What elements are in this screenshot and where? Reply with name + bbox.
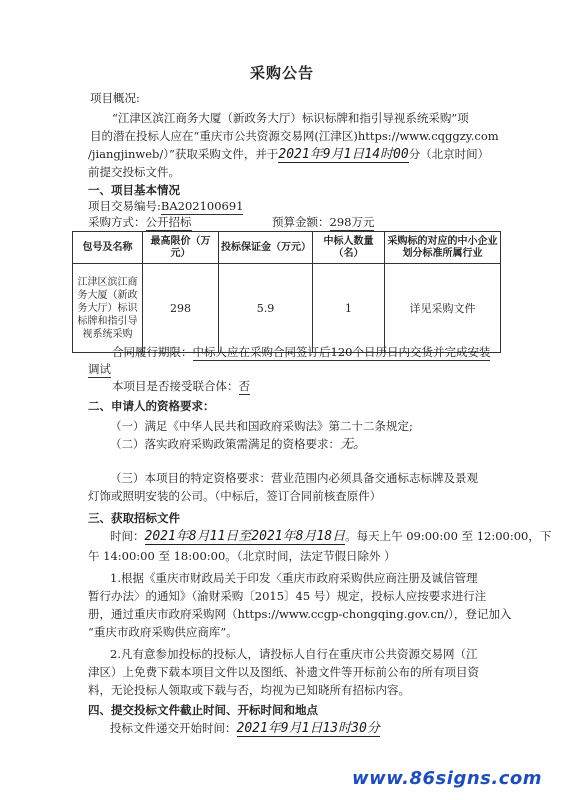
winners-cell: 1 [313, 264, 385, 353]
handwritten-none: 无。 [340, 437, 367, 452]
acquisition-time [110, 528, 551, 545]
trade-number-label: 项目交易编号: [88, 199, 161, 213]
contract-period-label: 合同履行期限： [112, 345, 193, 359]
section-3-heading: 三、获取招标文件 [88, 511, 180, 525]
overview-line-3-tail: 分（北京时间） [408, 147, 490, 161]
budget-label: 预算金额： [272, 215, 330, 229]
requirement-3-cont: 灯饰或照明安装的公司。（中标后，签订合同前核查原件） [88, 489, 382, 503]
watermark: www.86signs.com [351, 768, 542, 789]
overview-line-2 [90, 128, 499, 144]
note-2-line-2: 津区）上免费下载本项目文件以及图纸、补遗文件等开标前公布的所有项目资 [88, 665, 479, 679]
note-1-line-2: 暂行办法〉的通知》（渝财采购〔2015〕45 号）规定，投标人应按要求进行注 [88, 589, 487, 603]
budget-value: 298万元 [329, 215, 375, 229]
section-4-heading: 四、提交投标文件截止时间、开标时间和地点 [88, 703, 318, 717]
requirement-2 [110, 436, 366, 453]
consortium-label: 本项目是否接受联合体： [112, 379, 239, 393]
method-label: 采购方式： [88, 215, 146, 229]
trade-number-value: BA202100691 [160, 199, 244, 213]
handwritten-period: 2021年8月11日至2021年8月18日 [144, 529, 346, 544]
contract-period [112, 344, 490, 360]
website-link[interactable]: https://www.cqggzy.com [357, 129, 499, 143]
note-1-line-1: 1.根据《重庆市财政局关于印发〈重庆市政府采购供应商注册及诚信管理 [110, 571, 478, 585]
requirement-2-text: （二）落实政府采购政策需满足的资格要求： [110, 437, 340, 451]
note-2-line-3: 料，无论投标人领取或下载与否，均视为已知晓所有招标内容。 [88, 683, 410, 697]
submission-label: 投标文件递交开始时间： [110, 721, 237, 735]
contract-period-value: 中标人应在采购合同签订后120个日历日内交货并完成安装 [192, 345, 491, 359]
acquisition-time-cont: 午 14:00:00 至 18:00:00。（北京时间，法定节假日除外 ） [88, 549, 396, 563]
table-header-row [73, 232, 501, 264]
table-header: 采购标的对应的中小企业划分标准所属行业 [385, 232, 501, 264]
time-rest: 。每天上午 09:00:00 至 12:00:00，下 [345, 529, 552, 543]
time-label: 时间： [110, 529, 145, 543]
overview-line-3 [88, 146, 489, 163]
consortium-value: 否 [238, 379, 250, 393]
deposit-cell: 5.9 [219, 264, 313, 353]
budget [272, 214, 374, 230]
table-header: 投标保证金（万元） [219, 232, 313, 264]
note-2-line-1: 2.凡有意参加投标的投标人，请投标人自行在重庆市公共资源交易网（江 [110, 647, 478, 661]
contract-period-value-cont: 调试 [88, 362, 111, 376]
handwritten-submission-time: 2021年9月1日13时30分 [236, 721, 380, 736]
note-1-line-4: “重庆市政府采购供应商库”。 [88, 625, 238, 639]
overview-line-1: “江津区滨江商务大厦（新政务大厅）标识标牌和指引导视系统采购”项 [112, 111, 469, 125]
page-title: 采购公告 [249, 64, 314, 82]
handwritten-deadline: 2021年9月1日14时00 [278, 147, 409, 162]
overview-label: 项目概况: [90, 91, 140, 105]
procurement-method [88, 214, 192, 230]
consortium [112, 378, 250, 394]
procurement-table [72, 231, 501, 353]
note-1-line-3: 册，通过重庆市政府采购网（https://www.ccgp-chongqing.gov.cn/），登记加入 [88, 607, 512, 621]
section-1-heading: 一、项目基本情况 [88, 183, 180, 197]
trade-number [88, 198, 243, 214]
table-header: 中标人数量（名） [313, 232, 385, 264]
section-2-heading: 二、申请人的资格要求： [88, 399, 215, 413]
overview-line-4: 前提交投标文件。 [88, 165, 180, 179]
contract-period-cont [88, 361, 111, 377]
table-row [73, 264, 501, 353]
industry-cell: 详见采购文件 [385, 264, 501, 353]
table-header: 包号及名称 [73, 232, 143, 264]
submission-start [110, 720, 380, 737]
overview-line-3-text: /jiangjinweb/）”获取采购文件，并于 [88, 147, 279, 161]
requirement-3: （三）本项目的特定资格要求：营业范围内必须具备交通标志标牌及景观 [110, 471, 478, 485]
package-name-cell: 江津区滨江商务大厦（新政务大厅）标识标牌和指引导视系统采购 [73, 264, 143, 353]
method-value: 公开招标 [145, 215, 192, 229]
max-price-cell: 298 [143, 264, 219, 353]
table-header: 最高限价（万元） [143, 232, 219, 264]
requirement-1: （一）满足《中华人民共和国政府采购法》第二十二条规定; [110, 419, 413, 433]
overview-line-2-text: 目的潜在投标人应在“重庆市公共资源交易网(江津区) [90, 129, 358, 143]
